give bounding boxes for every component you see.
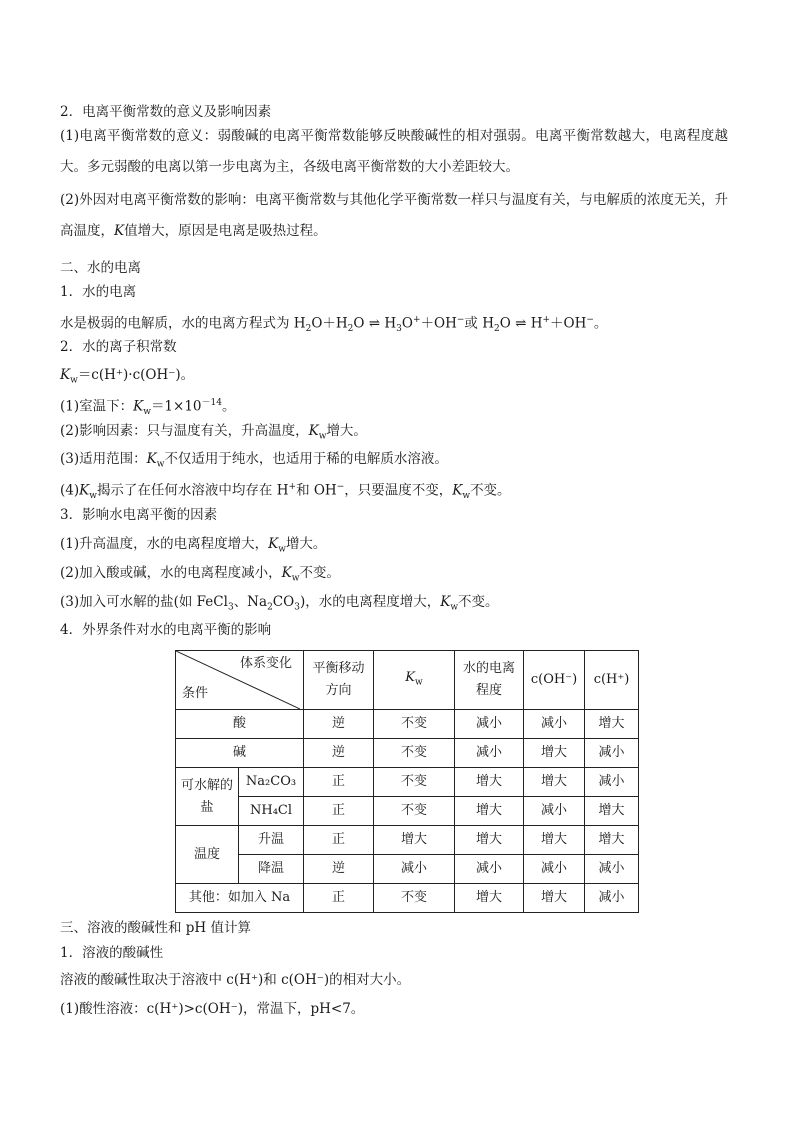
table-cell: 减小 xyxy=(455,855,524,884)
table-cell: 不变 xyxy=(374,739,455,768)
table-cell: 增大 xyxy=(524,768,585,797)
header-system-change: 体系变化 xyxy=(239,656,292,671)
table-cell: 增大 xyxy=(455,768,524,797)
table-cell: 不变 xyxy=(374,884,455,913)
w3-item-3: (3)加入可水解的盐(如 FeCl$_3$、$Na_2CO_3$)，水的电离程度增大，$K_w$不变。 xyxy=(60,594,499,613)
table-row xyxy=(176,710,639,739)
header-c-oh: c(OH⁻) xyxy=(524,651,585,710)
table-row xyxy=(176,797,639,826)
w1-title: 1．水的电离 xyxy=(60,284,137,300)
table-cell: 增大 xyxy=(585,826,639,855)
table-cell: 增大 xyxy=(524,739,585,768)
table-row xyxy=(176,768,639,797)
table-cell: 减小 xyxy=(585,884,639,913)
table-row xyxy=(176,739,639,768)
table-cell: 减小 xyxy=(585,855,639,884)
table-cell: 增大 xyxy=(524,884,585,913)
table-cell: 减小 xyxy=(455,739,524,768)
kw-definition: $K_w=c(H^+)\cdot c(OH^-)$。 xyxy=(60,367,195,386)
water-equilibrium-table xyxy=(175,650,639,913)
row-label-base: 碱 xyxy=(176,739,304,768)
header-shift-direction: 平衡移动方向 xyxy=(304,651,374,710)
section-2-title: 2．电离平衡常数的意义及影响因素 xyxy=(60,104,272,120)
table-cell: 减小 xyxy=(524,797,585,826)
table-cell: 逆 xyxy=(304,710,374,739)
w3-item-1: (1)升高温度，水的电离程度增大，$K_w$增大。 xyxy=(60,536,327,555)
equilibrium-arrow-icon: ⇌ xyxy=(510,315,531,332)
row-label-nh4cl: NH₄Cl xyxy=(239,797,304,826)
table-row xyxy=(176,884,639,913)
row-label-other: 其他：如加入 Na xyxy=(176,884,304,913)
table-cell: 正 xyxy=(304,884,374,913)
row-label-na2co3: Na₂CO₃ xyxy=(239,768,304,797)
table-cell: 正 xyxy=(304,768,374,797)
kw-item-1: (1)室温下：$K_w=1\times 10^{-14}$。 xyxy=(60,398,236,418)
kw-item-2: (2)影响因素：只与温度有关，升高温度，$K_w$增大。 xyxy=(60,423,367,442)
table-cell: 减小 xyxy=(374,855,455,884)
header-kw: $K_w$ xyxy=(374,651,455,710)
table-header-row xyxy=(176,651,639,710)
table-cell: 增大 xyxy=(585,797,639,826)
part-2-title: 二、水的电离 xyxy=(60,260,141,276)
w4-title: 4．外界条件对水的电离平衡的影响 xyxy=(60,622,272,638)
table-cell: 不变 xyxy=(374,710,455,739)
kw-item-3: (3)适用范围：$K_w$不仅适用于纯水，也适用于稀的电解质水溶液。 xyxy=(60,451,448,470)
row-label-acid: 酸 xyxy=(176,710,304,739)
table-cell: 正 xyxy=(304,797,374,826)
kw-item-4: $(4)K_w$揭示了在任何水溶液中均存在 H+和 OH−，只要温度不变，$K_w$不变。 xyxy=(60,482,511,502)
table-cell: 增大 xyxy=(455,884,524,913)
table-cell: 减小 xyxy=(585,768,639,797)
equilibrium-arrow-icon: ⇌ xyxy=(364,315,385,332)
table-cell: 不变 xyxy=(374,797,455,826)
w3-title: 3．影响水电离平衡的因素 xyxy=(60,507,218,523)
row-label-cool: 降温 xyxy=(239,855,304,884)
table-cell: 增大 xyxy=(455,797,524,826)
w3-item-2: (2)加入酸或碱，水的电离程度减小，$K_w$不变。 xyxy=(60,565,340,584)
water-ionization-equation: 水是极弱的电解质，水的电离方程式为 $H_2O+H_2O$ ⇌ $H_3O^++OH^-$或 $H_2O$ ⇌ H+＋OH−。 xyxy=(60,315,608,335)
table-cell: 增大 xyxy=(524,826,585,855)
header-c-h: c(H⁺) xyxy=(585,651,639,710)
row-label-temperature: 温度 xyxy=(176,826,239,884)
diagonal-header-cell xyxy=(176,651,304,710)
table-row xyxy=(176,826,639,855)
header-ionization-degree: 水的电离程度 xyxy=(455,651,524,710)
a1-title: 1．溶液的酸碱性 xyxy=(60,945,164,961)
table-cell: 正 xyxy=(304,826,374,855)
table-cell: 增大 xyxy=(585,710,639,739)
table-cell: 增大 xyxy=(374,826,455,855)
table-cell: 减小 xyxy=(455,710,524,739)
table-cell: 不变 xyxy=(374,768,455,797)
table-cell: 增大 xyxy=(455,826,524,855)
table-row xyxy=(176,855,639,884)
table-cell: 减小 xyxy=(524,855,585,884)
s2-paragraph-1: (1)电离平衡常数的意义：弱酸碱的电离平衡常数能够反映酸碱性的相对强弱。电离平衡常数越大，电离程度越大。多元弱酸的电离以第一步电离为主，各级电离平衡常数的大小差距较大。 xyxy=(60,128,728,175)
s2-paragraph-2: (2)外因对电离平衡常数的影响：电离平衡常数与其他化学平衡常数一样只与温度有关，与电解质的浓度无关，升高温度，K值增大，原因是电离是吸热过程。 xyxy=(60,192,728,239)
table-cell: 减小 xyxy=(524,710,585,739)
row-label-heat: 升温 xyxy=(239,826,304,855)
table-cell: 逆 xyxy=(304,855,374,884)
table-cell: 逆 xyxy=(304,739,374,768)
a1-text: 溶液的酸碱性取决于溶液中 c(H⁺)和 c(OH⁻)的相对大小。 xyxy=(60,972,411,988)
table-cell: 减小 xyxy=(585,739,639,768)
part-3-title: 三、溶液的酸碱性和 pH 值计算 xyxy=(60,920,251,936)
a1-item-1: (1)酸性溶液：c(H⁺)>c(OH⁻)，常温下，pH<7。 xyxy=(60,1001,365,1017)
row-label-salt: 可水解的盐 xyxy=(176,768,239,826)
w2-title: 2．水的离子积常数 xyxy=(60,339,177,355)
header-condition: 条件 xyxy=(182,686,209,701)
